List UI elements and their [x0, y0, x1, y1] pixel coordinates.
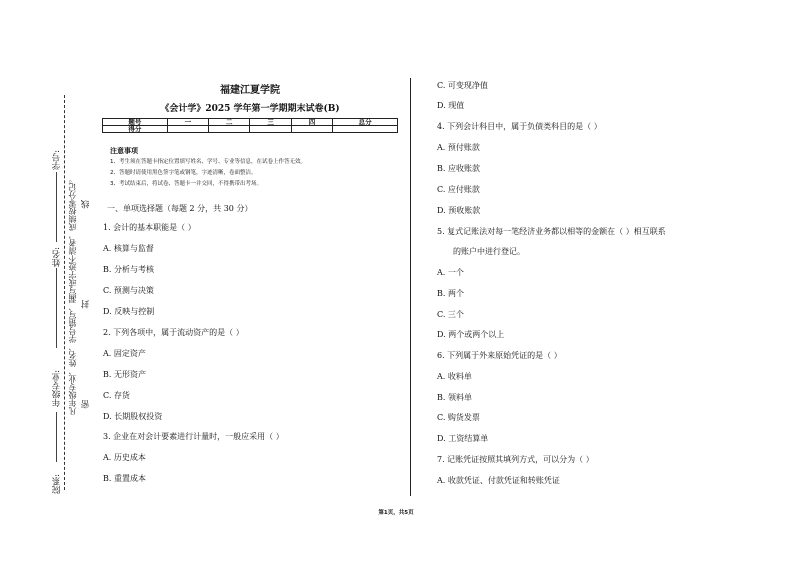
answer-option: A. 预付账款 — [437, 143, 480, 152]
score-table-cell: 二 — [209, 119, 250, 126]
answer-option: B. 重置成本 — [103, 474, 146, 483]
score-table-row-label: 得分 — [103, 126, 168, 133]
notice-item: 2、答题时请使用黑色签字笔或钢笔，字迹清晰，卷面整洁。 — [110, 170, 257, 176]
question-stem: 7. 记账凭证按照其填列方式，可以分为（ ） — [437, 455, 594, 464]
score-table-score-row — [103, 126, 398, 133]
notice-item: 3、考试结束后，将试卷、答题卡一并交回，不得携带出考场。 — [110, 181, 263, 187]
binding-warning: 凡年级专业、姓名、学号错写、漏写或字迹不清者，成绩按零分记。 — [68, 175, 77, 415]
notice-title: 注意事项 — [110, 147, 138, 155]
school-name: 福建江夏学院 — [220, 85, 280, 96]
answer-option: B. 领料单 — [437, 393, 472, 402]
answer-option: D. 反映与控制 — [103, 307, 155, 316]
score-table-header-row — [103, 119, 398, 126]
score-table-cell: 三 — [250, 119, 291, 126]
answer-option: D. 现值 — [437, 101, 465, 110]
question-stem: 3. 企业在对会计要素进行计量时，一般应采用（ ） — [103, 432, 284, 441]
student-id-field-line — [56, 172, 57, 242]
score-input-cell — [333, 126, 398, 133]
answer-option: A. 一个 — [437, 268, 464, 277]
score-input-cell — [209, 126, 250, 133]
answer-option: D. 预收账款 — [437, 206, 481, 215]
student-id-label: 学号: — [52, 150, 62, 170]
answer-option: D. 工资结算单 — [437, 434, 489, 443]
college-label: 院系: — [52, 474, 62, 494]
answer-option: C. 购货发票 — [437, 413, 480, 422]
notice-item: 1、考生须在答题卡指定位置填写姓名、学号、专业等信息，在试卷上作答无效。 — [110, 159, 307, 165]
answer-option: A. 收款凭证、付款凭证和转账凭证 — [437, 476, 560, 485]
score-input-cell — [250, 126, 291, 133]
score-input-cell — [291, 126, 332, 133]
grade-major-field-line — [56, 412, 57, 462]
exam-title: 《会计学》2025 学年第一学期期末试卷(B) — [160, 104, 340, 114]
section-heading: 一、单项选择题（每题 2 分，共 30 分） — [107, 204, 253, 213]
seal-mark-feng: 封 — [81, 300, 91, 309]
name-label: 姓名: — [52, 247, 62, 267]
answer-option: C. 可变现净值 — [437, 81, 488, 90]
seal-mark-line: 线 — [81, 200, 91, 209]
score-table-cell: 题号 — [103, 119, 168, 126]
answer-option: D. 长期股权投资 — [103, 412, 163, 421]
column-divider — [410, 78, 411, 496]
answer-option: A. 核算与监督 — [103, 244, 154, 253]
answer-option: C. 三个 — [437, 310, 464, 319]
page-number: 第1页，共5页 — [378, 510, 414, 516]
question-stem: 1. 会计的基本职能是（ ） — [103, 223, 196, 232]
binding-line — [64, 95, 65, 490]
question-stem-continued: 的账户中进行登记。 — [453, 247, 525, 256]
answer-option: C. 预测与决策 — [103, 286, 154, 295]
answer-option: A. 收料单 — [437, 372, 472, 381]
answer-option: C. 存货 — [103, 391, 130, 400]
answer-option: B. 应收账款 — [437, 164, 480, 173]
answer-option: A. 历史成本 — [103, 453, 146, 462]
question-stem: 2. 下列各项中，属于流动资产的是（ ） — [103, 328, 244, 337]
score-input-cell — [167, 126, 208, 133]
score-table-cell: 一 — [167, 119, 208, 126]
score-table — [102, 118, 398, 133]
answer-option: D. 两个或两个以上 — [437, 330, 505, 339]
question-stem: 6. 下列属于外来原始凭证的是（ ） — [437, 351, 562, 360]
seal-mark-mi: 密 — [81, 400, 91, 409]
question-stem: 5. 复式记账法对每一笔经济业务都以相等的金额在（ ）相互联系 — [437, 227, 666, 236]
answer-option: C. 应付账款 — [437, 185, 480, 194]
grade-major-label: 年级专业: — [52, 370, 62, 407]
score-table-cell: 四 — [291, 119, 332, 126]
name-field-line — [56, 268, 57, 348]
answer-option: B. 两个 — [437, 289, 464, 298]
score-table-cell: 总分 — [333, 119, 398, 126]
answer-option: A. 固定资产 — [103, 349, 146, 358]
answer-option: B. 分析与考核 — [103, 265, 154, 274]
question-stem: 4. 下列会计科目中，属于负债类科目的是（ ） — [437, 122, 602, 131]
answer-option: B. 无形资产 — [103, 370, 146, 379]
